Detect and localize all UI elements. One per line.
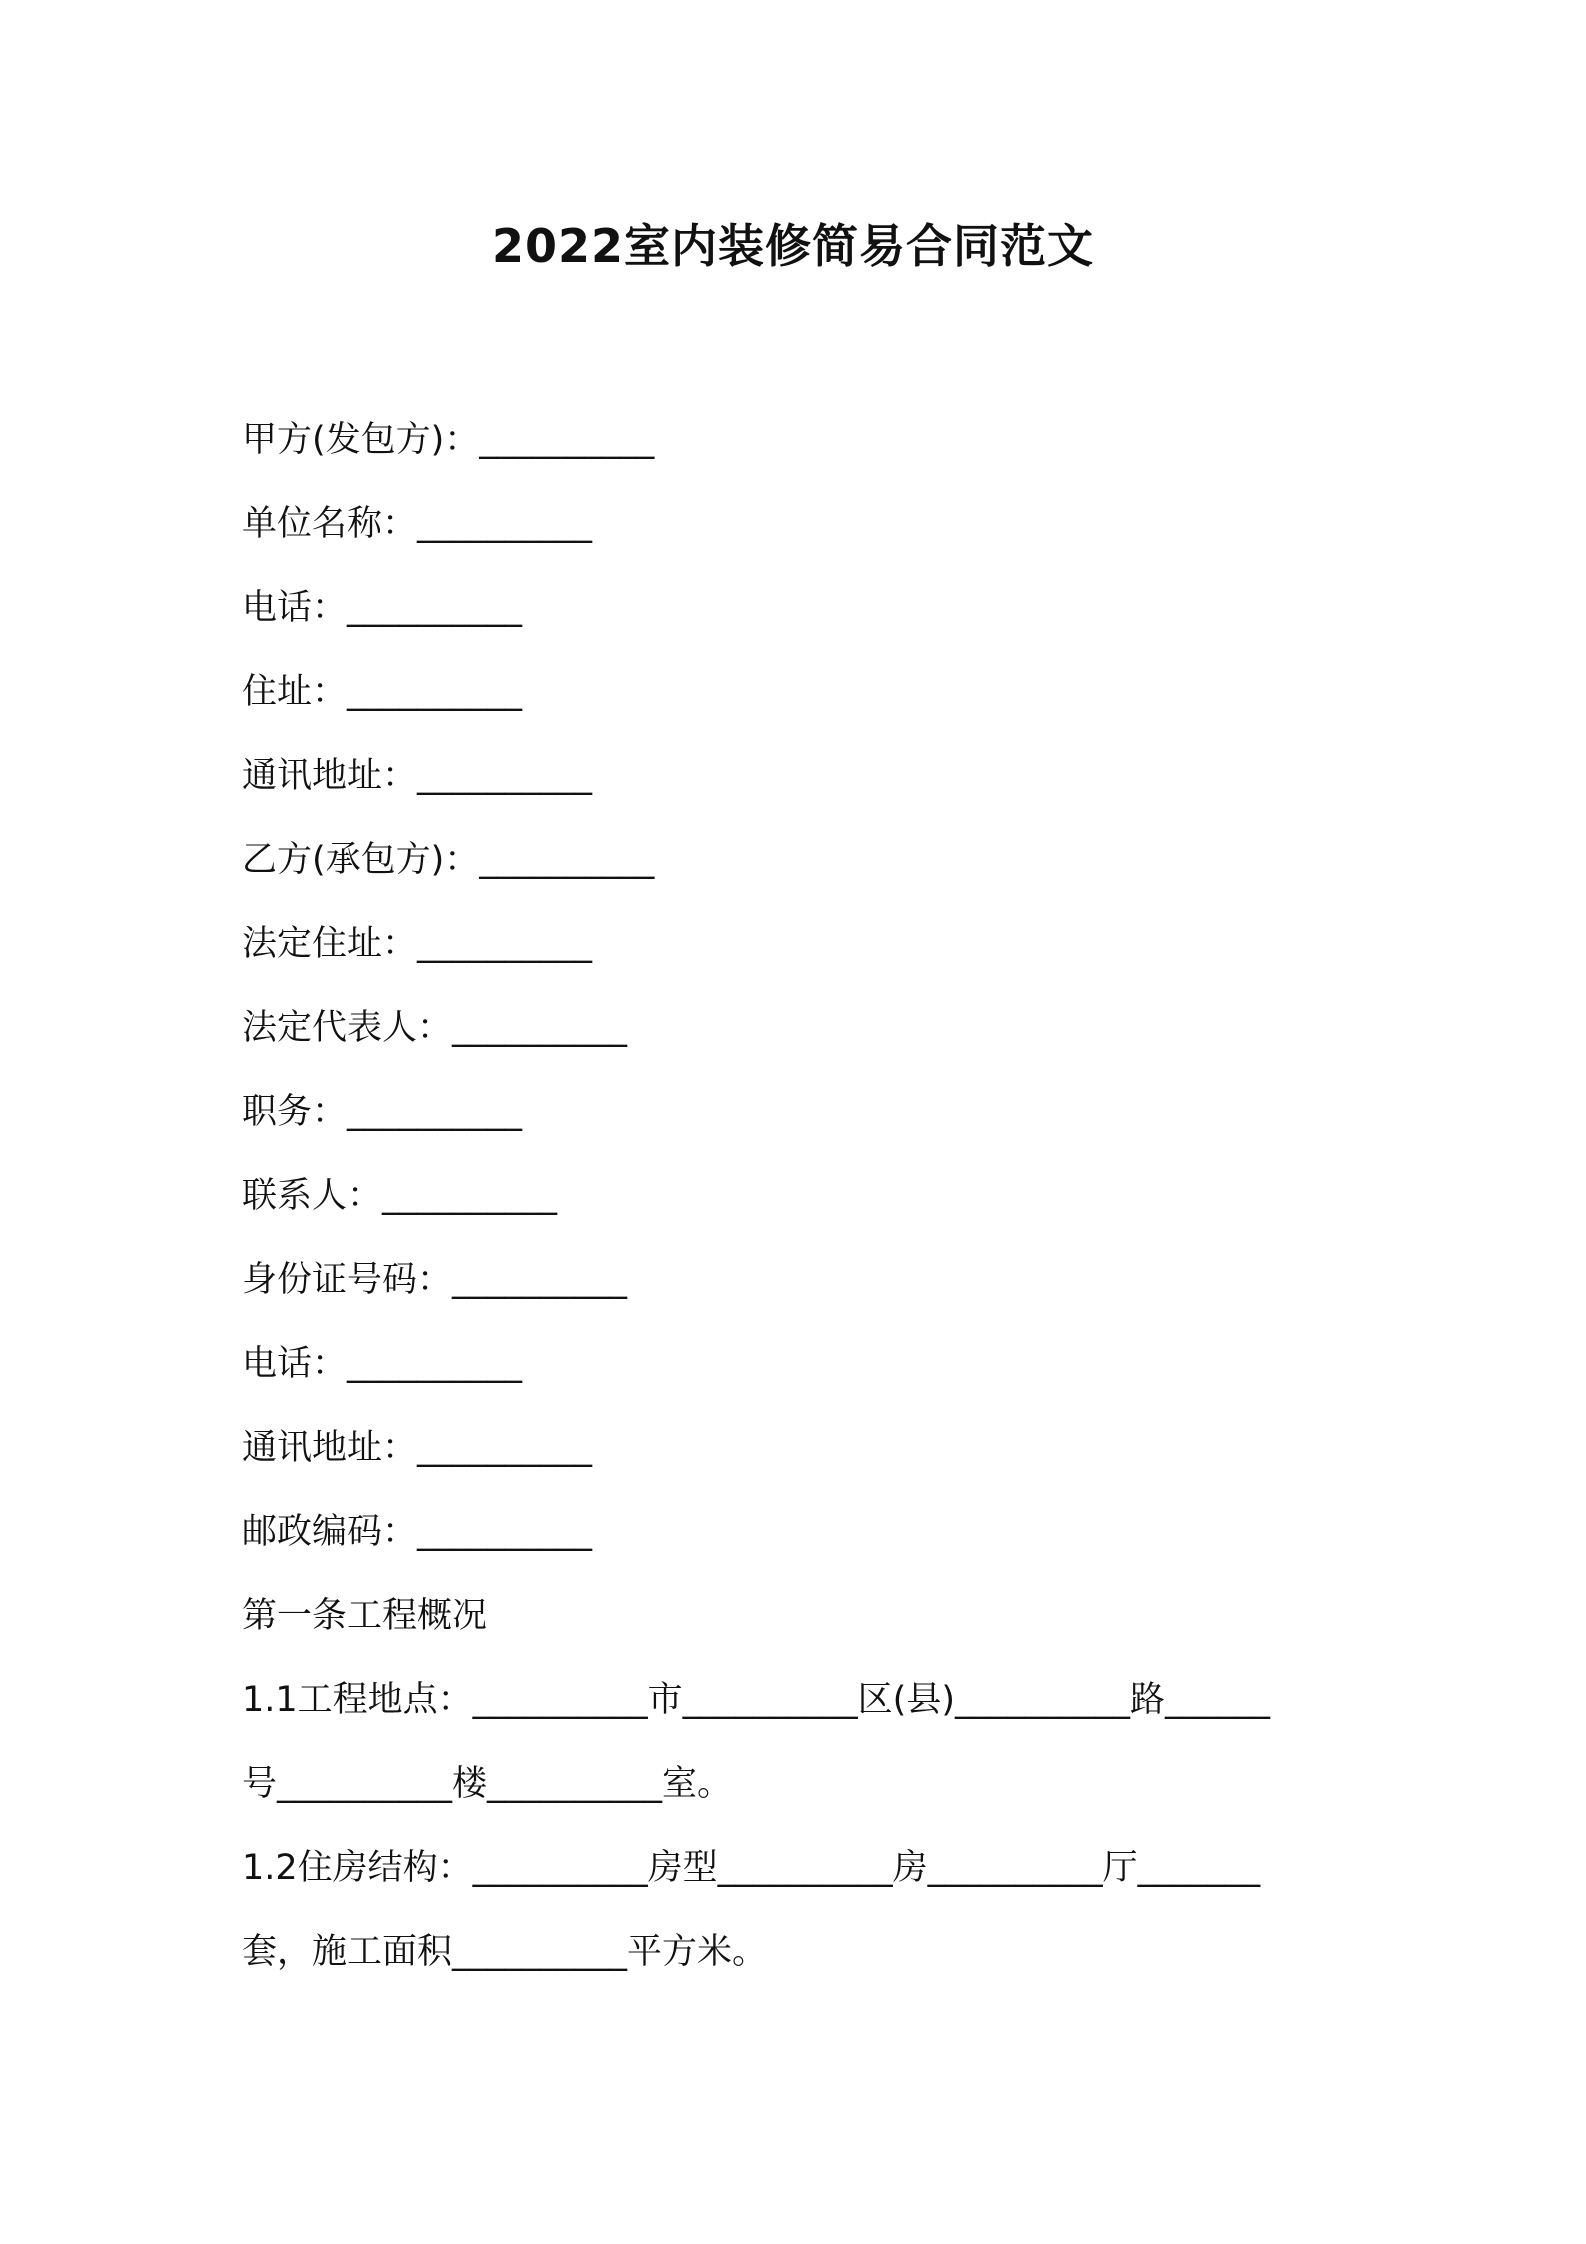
housing-structure-continued-line: 套，施工面积__________平方米。 <box>242 1932 768 1972</box>
housing-structure-line: 1.2住房结构：__________房型__________房__________厅_______ <box>242 1848 1261 1888</box>
contact-person-line: 联系人：__________ <box>242 1176 558 1216</box>
party-a-mailing-address-line: 通讯地址：__________ <box>242 756 593 796</box>
party-a-phone-line: 电话：__________ <box>242 588 523 628</box>
section-heading-project-overview: 第一条工程概况 <box>242 1596 488 1636</box>
party-a-address-line: 住址：__________ <box>242 672 523 712</box>
document-title: 2022室内装修简易合同范文 <box>491 219 1095 273</box>
id-number-line: 身份证号码：__________ <box>242 1260 628 1300</box>
party-b-phone-line: 电话：__________ <box>242 1344 523 1384</box>
project-location-continued-line: 号__________楼__________室。 <box>242 1764 733 1804</box>
project-location-line: 1.1工程地点：__________市__________区(县)__________路______ <box>242 1680 1270 1720</box>
legal-representative-line: 法定代表人：__________ <box>242 1008 628 1048</box>
party-b-mailing-address-line: 通讯地址：__________ <box>242 1428 593 1468</box>
document-body <box>242 398 1352 1994</box>
party-a-line: 甲方(发包方)：__________ <box>242 420 655 460</box>
company-name-line: 单位名称：__________ <box>242 504 593 544</box>
legal-address-line: 法定住址：__________ <box>242 924 593 964</box>
postal-code-line: 邮政编码：__________ <box>242 1512 593 1552</box>
position-line: 职务：__________ <box>242 1092 523 1132</box>
party-b-line: 乙方(承包方)：__________ <box>242 840 655 880</box>
